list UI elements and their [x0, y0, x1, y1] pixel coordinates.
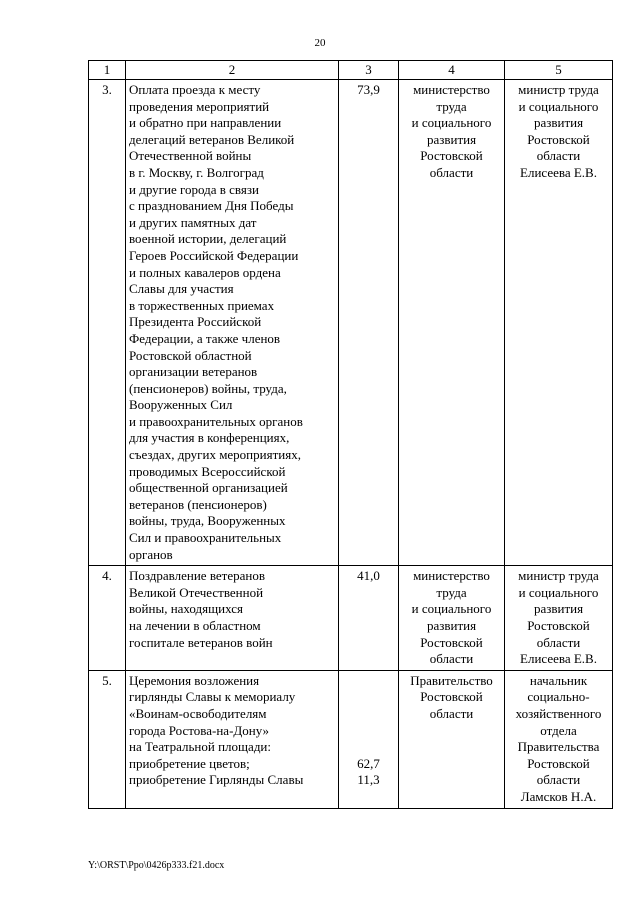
- cell-line: Ростовской: [527, 618, 590, 633]
- cell-line: военной истории, делегаций: [129, 231, 287, 247]
- cell-line: Поздравление ветеранов: [129, 568, 265, 584]
- cell-line: проведения мероприятий: [129, 98, 270, 114]
- cell-line: министерство: [413, 82, 490, 97]
- header-cell: 4: [399, 61, 505, 80]
- cell-line: развития: [533, 115, 584, 131]
- page-number: 20: [314, 37, 326, 49]
- cell-line: Ростовской: [420, 634, 483, 650]
- row-number: 5.: [89, 670, 126, 808]
- cell-line: социально-: [527, 689, 590, 705]
- cell-line: хозяйственного: [515, 705, 602, 721]
- row-executor: [399, 670, 505, 808]
- cell-line: и социального: [518, 98, 599, 114]
- cell-line: Ростовской: [527, 131, 590, 147]
- cell-line: и социального: [411, 115, 492, 131]
- cell-line: области: [429, 651, 474, 667]
- row-description: [126, 566, 339, 671]
- events-table: [88, 60, 613, 809]
- table-row: [89, 566, 613, 671]
- cell-line: Правительство: [410, 672, 493, 688]
- cell-line: города Ростова-на-Дону»: [129, 722, 270, 738]
- cell-line: войны, труда, Вооруженных: [129, 513, 286, 529]
- cell-line: Федерации, а также членов: [129, 330, 281, 346]
- row-value: 41,0: [339, 566, 399, 671]
- cell-line: делегаций ветеранов Великой: [129, 131, 295, 147]
- row-number: 3.: [89, 80, 126, 566]
- cell-line: Сил и правоохранительных: [129, 530, 282, 546]
- cell-line: Великой Отечественной: [129, 584, 264, 600]
- footer-file-path: Y:\ORST\Ppo\0426p333.f21.docx: [88, 860, 225, 871]
- cell-line: Ростовской: [420, 148, 483, 164]
- cell-line: организации ветеранов: [129, 364, 258, 380]
- cell-line: Ростовской: [420, 689, 483, 705]
- cell-line: проводимых Всероссийской: [129, 463, 286, 479]
- cell-line: и социального: [411, 601, 492, 617]
- cell-line: для участия в конференциях,: [129, 430, 290, 446]
- cell-line: «Воинам-освободителям: [129, 705, 267, 721]
- cell-line: (пенсионеров) войны, труда,: [129, 380, 287, 396]
- row-value-garland: 11,3: [357, 772, 380, 788]
- cell-line: области: [536, 634, 581, 650]
- header-cell: 5: [505, 61, 613, 80]
- cell-line: Церемония возложения: [129, 672, 260, 688]
- cell-line: и полных кавалеров ордена: [129, 264, 281, 280]
- row-value-flowers: 62,7: [357, 755, 380, 771]
- table-header-row: [89, 61, 613, 80]
- header-cell: 1: [89, 61, 126, 80]
- cell-line: Славы для участия: [129, 281, 234, 297]
- cell-line: Елисеева Е.В.: [520, 651, 597, 667]
- cell-line: министр труда: [518, 82, 599, 97]
- cell-line: и обратно при направлении: [129, 115, 282, 131]
- header-cell: 2: [126, 61, 339, 80]
- cell-line: в торжественных приемах: [129, 297, 275, 313]
- cell-line: приобретение цветов;: [129, 755, 250, 771]
- cell-line: Правительства: [517, 739, 600, 755]
- cell-line: на лечении в областном: [129, 618, 261, 633]
- cell-line: в г. Москву, г. Волгоград: [129, 164, 264, 180]
- cell-line: развития: [426, 131, 477, 147]
- cell-line: общественной организацией: [129, 480, 288, 496]
- cell-line: органов: [129, 546, 173, 562]
- cell-line: области: [536, 772, 581, 788]
- cell-line: Ламсков Н.А.: [520, 788, 597, 804]
- cell-line: Ростовской областной: [129, 347, 252, 363]
- cell-line: с празднованием Дня Победы: [129, 198, 294, 214]
- cell-line: начальник: [529, 672, 588, 688]
- cell-line: приобретение Гирлянды Славы: [129, 772, 304, 788]
- cell-line: Оплата проезда к месту: [129, 82, 261, 97]
- cell-line: и правоохранительных органов: [129, 413, 303, 429]
- cell-line: области: [536, 148, 581, 164]
- cell-line: труда: [436, 98, 467, 114]
- cell-line: министр труда: [518, 568, 599, 584]
- cell-line: отдела: [540, 722, 577, 738]
- cell-line: Президента Российской: [129, 314, 262, 330]
- cell-line: на Театральной площади:: [129, 739, 271, 755]
- cell-line: войны, находящихся: [129, 601, 243, 617]
- cell-line: министерство: [413, 568, 490, 584]
- row-executor: [399, 566, 505, 671]
- cell-line: Героев Российской Федерации: [129, 247, 299, 263]
- cell-line: Вооруженных Сил: [129, 397, 233, 413]
- row-description: [126, 80, 339, 566]
- table-row: [89, 670, 613, 808]
- table-row: [89, 80, 613, 566]
- cell-line: области: [429, 164, 474, 180]
- row-responsible: [505, 80, 613, 566]
- cell-line: и других памятных дат: [129, 214, 257, 230]
- row-responsible: [505, 566, 613, 671]
- row-executor: [399, 80, 505, 566]
- cell-line: Елисеева Е.В.: [520, 164, 597, 180]
- cell-line: области: [429, 705, 474, 721]
- cell-line: и другие города в связи: [129, 181, 259, 197]
- row-value: 73,9: [339, 80, 399, 566]
- cell-line: съездах, других мероприятиях,: [129, 447, 301, 463]
- cell-line: труда: [436, 584, 467, 600]
- cell-line: развития: [533, 601, 584, 617]
- row-description: [126, 670, 339, 808]
- cell-line: Ростовской: [527, 755, 590, 771]
- cell-line: развития: [426, 618, 477, 633]
- header-cell: 3: [339, 61, 399, 80]
- cell-line: гирлянды Славы к мемориалу: [129, 689, 296, 705]
- cell-line: Отечественной войны: [129, 148, 252, 164]
- row-values: [339, 670, 399, 808]
- cell-line: ветеранов (пенсионеров): [129, 496, 267, 512]
- row-responsible: [505, 670, 613, 808]
- cell-line: и социального: [518, 584, 599, 600]
- cell-line: госпитале ветеранов войн: [129, 634, 273, 650]
- row-number: 4.: [89, 566, 126, 671]
